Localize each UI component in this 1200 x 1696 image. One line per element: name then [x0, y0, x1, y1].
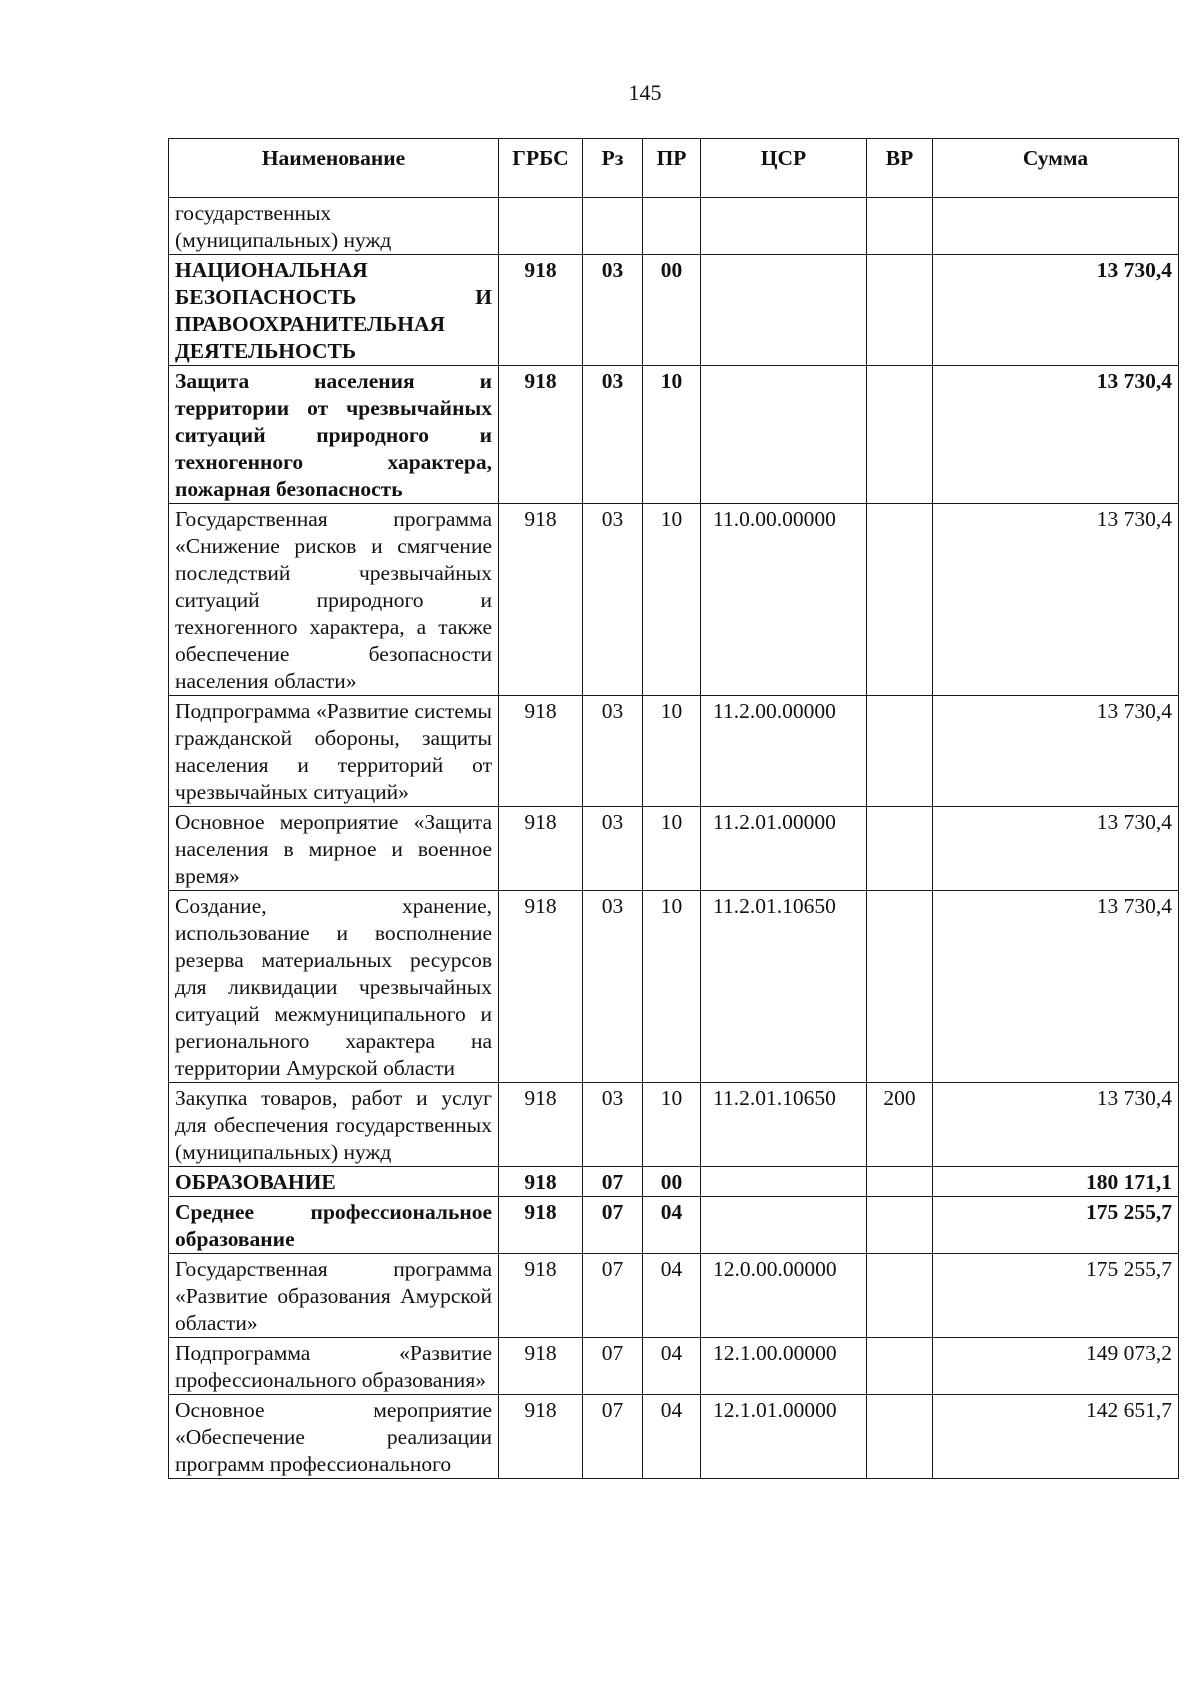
cell-sum: 13 730,4 [933, 255, 1179, 366]
cell-name: Основное мероприятие «Защита населения в мирное и военное время» [169, 807, 499, 891]
cell-vr [867, 807, 933, 891]
cell-grbs: 918 [499, 255, 583, 366]
cell-rz: 07 [583, 1395, 643, 1479]
cell-pr: 10 [643, 1083, 701, 1167]
cell-rz: 07 [583, 1167, 643, 1197]
cell-vr [867, 1395, 933, 1479]
cell-rz: 03 [583, 891, 643, 1083]
cell-name: НАЦИОНАЛЬНАЯ БЕЗОПАСНОСТЬ И ПРАВООХРАНИТЕЛЬНАЯ ДЕЯТЕЛЬНОСТЬ [169, 255, 499, 366]
cell-csr: 11.2.01.10650 [701, 891, 867, 1083]
header-vr: ВР [867, 139, 933, 198]
cell-grbs: 918 [499, 891, 583, 1083]
table-row [169, 1197, 1179, 1254]
cell-name: Защита населения и территории от чрезвычайных ситуаций природного и техногенного характера, пожарная безопасность [169, 366, 499, 504]
table-row [169, 1395, 1179, 1479]
cell-name: Государственная программа «Развитие образования Амурской области» [169, 1254, 499, 1338]
cell-rz: 07 [583, 1197, 643, 1254]
cell-name: Подпрограмма «Развитие системы гражданской обороны, защиты населения и территорий от чрезвычайных ситуаций» [169, 696, 499, 807]
cell-vr [867, 696, 933, 807]
cell-sum: 13 730,4 [933, 891, 1179, 1083]
cell-name: Основное мероприятие «Обеспечение реализации программ профессионального [169, 1395, 499, 1479]
cell-sum: 13 730,4 [933, 807, 1179, 891]
cell-csr [701, 1197, 867, 1254]
cell-name: Подпрограмма «Развитие профессионального образования» [169, 1338, 499, 1395]
table-row [169, 696, 1179, 807]
cell-vr [867, 366, 933, 504]
table-row [169, 891, 1179, 1083]
cell-csr: 11.2.00.00000 [701, 696, 867, 807]
cell-pr: 04 [643, 1338, 701, 1395]
cell-csr [701, 1167, 867, 1197]
table-row [169, 366, 1179, 504]
cell-csr: 11.2.01.10650 [701, 1083, 867, 1167]
cell-sum: 13 730,4 [933, 696, 1179, 807]
cell-csr: 11.0.00.00000 [701, 504, 867, 696]
header-csr: ЦСР [701, 139, 867, 198]
cell-sum: 142 651,7 [933, 1395, 1179, 1479]
cell-csr [701, 366, 867, 504]
table-row [169, 255, 1179, 366]
cell-grbs: 918 [499, 1395, 583, 1479]
header-row [169, 139, 1179, 198]
cell-name: Государственная программа «Снижение рисков и смягчение последствий чрезвычайных ситуаций природного и техногенного характера, а также обеспечение безопасности населения области» [169, 504, 499, 696]
cell-sum [933, 198, 1179, 255]
cell-vr [867, 198, 933, 255]
cell-vr [867, 1167, 933, 1197]
cell-pr: 10 [643, 504, 701, 696]
cell-name: Среднее профессиональное образование [169, 1197, 499, 1254]
table-body [169, 198, 1179, 1479]
cell-grbs: 918 [499, 1197, 583, 1254]
cell-name: Закупка товаров, работ и услуг для обеспечения государственных (муниципальных) нужд [169, 1083, 499, 1167]
cell-pr: 00 [643, 1167, 701, 1197]
cell-rz: 03 [583, 807, 643, 891]
cell-vr [867, 1254, 933, 1338]
cell-sum: 13 730,4 [933, 1083, 1179, 1167]
cell-grbs: 918 [499, 807, 583, 891]
cell-pr: 10 [643, 891, 701, 1083]
cell-csr [701, 255, 867, 366]
cell-sum: 175 255,7 [933, 1254, 1179, 1338]
cell-pr: 04 [643, 1395, 701, 1479]
cell-name: государственных (муниципальных) нужд [169, 198, 499, 255]
cell-grbs: 918 [499, 1167, 583, 1197]
cell-vr [867, 504, 933, 696]
cell-grbs: 918 [499, 1338, 583, 1395]
table-row [169, 504, 1179, 696]
header-rz: Рз [583, 139, 643, 198]
cell-csr: 11.2.01.00000 [701, 807, 867, 891]
cell-vr [867, 1197, 933, 1254]
cell-grbs: 918 [499, 1254, 583, 1338]
table-row [169, 1167, 1179, 1197]
table-row [169, 807, 1179, 891]
cell-rz: 07 [583, 1254, 643, 1338]
cell-sum: 180 171,1 [933, 1167, 1179, 1197]
cell-rz: 03 [583, 366, 643, 504]
cell-name: ОБРАЗОВАНИЕ [169, 1167, 499, 1197]
cell-rz: 03 [583, 255, 643, 366]
header-grbs: ГРБС [499, 139, 583, 198]
cell-grbs: 918 [499, 504, 583, 696]
cell-name: Создание, хранение, использование и восполнение резерва материальных ресурсов для ликвидации чрезвычайных ситуаций межмуниципального и регионального характера на территории Амурской области [169, 891, 499, 1083]
cell-pr: 00 [643, 255, 701, 366]
header-pr: ПР [643, 139, 701, 198]
cell-pr: 10 [643, 807, 701, 891]
budget-table [168, 138, 1179, 1479]
cell-vr [867, 891, 933, 1083]
cell-grbs: 918 [499, 696, 583, 807]
cell-rz [583, 198, 643, 255]
cell-sum: 13 730,4 [933, 366, 1179, 504]
header-name: Наименование [169, 139, 499, 198]
cell-vr: 200 [867, 1083, 933, 1167]
cell-pr: 10 [643, 366, 701, 504]
cell-csr: 12.0.00.00000 [701, 1254, 867, 1338]
table-row [169, 198, 1179, 255]
cell-pr: 04 [643, 1197, 701, 1254]
cell-grbs [499, 198, 583, 255]
table-row [169, 1083, 1179, 1167]
table-row [169, 1254, 1179, 1338]
cell-sum: 175 255,7 [933, 1197, 1179, 1254]
cell-csr: 12.1.01.00000 [701, 1395, 867, 1479]
cell-grbs: 918 [499, 366, 583, 504]
cell-rz: 03 [583, 696, 643, 807]
cell-sum: 13 730,4 [933, 504, 1179, 696]
cell-csr [701, 198, 867, 255]
table-row [169, 1338, 1179, 1395]
cell-rz: 03 [583, 504, 643, 696]
page-number: 145 [628, 80, 662, 105]
cell-vr [867, 1338, 933, 1395]
cell-rz: 03 [583, 1083, 643, 1167]
cell-rz: 07 [583, 1338, 643, 1395]
cell-grbs: 918 [499, 1083, 583, 1167]
cell-vr [867, 255, 933, 366]
cell-pr [643, 198, 701, 255]
cell-csr: 12.1.00.00000 [701, 1338, 867, 1395]
cell-sum: 149 073,2 [933, 1338, 1179, 1395]
header-sum: Сумма [933, 139, 1179, 198]
cell-pr: 04 [643, 1254, 701, 1338]
cell-pr: 10 [643, 696, 701, 807]
